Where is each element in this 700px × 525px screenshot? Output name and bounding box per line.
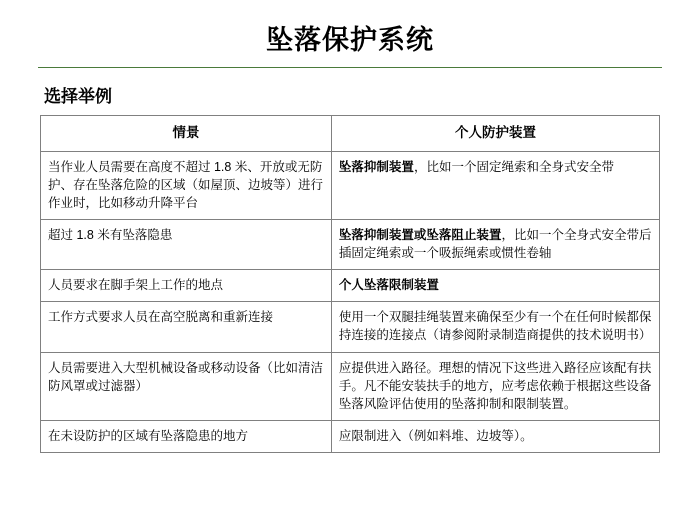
cell-ppe — [331, 151, 659, 219]
cell-scenario: 人员要求在脚手架上工作的地点 — [41, 270, 332, 302]
cell-ppe — [331, 420, 659, 452]
cell-scenario: 当作业人员需要在高度不超过 1.8 米、开放或无防护、存在坠落危险的区域（如屋顶、边坡等）进行作业时，比如移动升降平台 — [41, 151, 332, 219]
cell-ppe-strong: 坠落抑制装置或坠落阻止装置 — [338, 227, 502, 242]
cell-ppe-strong: 个人坠落限制装置 — [338, 278, 439, 293]
cell-ppe — [331, 219, 659, 269]
column-header-scenario: 情景 — [41, 116, 332, 152]
cell-ppe-rest: ，比如一个固定绳索和全身式安全带 — [413, 159, 614, 174]
cell-ppe-rest: 使用一个双腿挂绳装置来确保至少有一个在任何时候都保持连接的连接点（请参阅附录制造商提供的技术说明书） — [338, 310, 652, 343]
table-container — [40, 115, 660, 453]
subtitle: 选择举例 — [44, 87, 112, 106]
cell-ppe-rest: 应提供进入路径。理想的情况下这些进入路径应该配有扶手。凡不能安装扶手的地方，应考虑依赖于根据这些设备坠落风险评估使用的坠落抑制和限制装置。 — [338, 360, 652, 411]
column-header-ppe: 个人防护装置 — [331, 116, 659, 152]
table-row — [41, 420, 660, 452]
cell-ppe — [331, 270, 659, 302]
cell-ppe — [331, 352, 659, 420]
cell-scenario: 工作方式要求人员在高空脱离和重新连接 — [41, 302, 332, 352]
cell-ppe-rest: ，比如一个全身式安全带后插固定绳索或一个吸振绳索或惯性卷轴 — [338, 227, 652, 261]
cell-ppe-rest: 应限制进入（例如料堆、边坡等）。 — [338, 428, 533, 443]
cell-scenario: 超过 1.8 米有坠落隐患 — [41, 219, 332, 269]
table-header-row — [41, 116, 660, 152]
cell-ppe — [331, 302, 659, 352]
title-divider — [38, 67, 662, 68]
cell-scenario: 人员需要进入大型机械设备或移动设备（比如清洁防风罩或过滤器） — [41, 352, 332, 420]
page-title: 坠落保护系统 — [266, 25, 434, 55]
table-row — [41, 270, 660, 302]
table-row — [41, 219, 660, 269]
table-row — [41, 352, 660, 420]
table-row — [41, 302, 660, 352]
cell-scenario: 在未设防护的区域有坠落隐患的地方 — [41, 420, 332, 452]
table-row — [41, 151, 660, 219]
cell-ppe-strong: 坠落抑制装置 — [338, 159, 414, 174]
selection-examples-table — [40, 115, 660, 453]
